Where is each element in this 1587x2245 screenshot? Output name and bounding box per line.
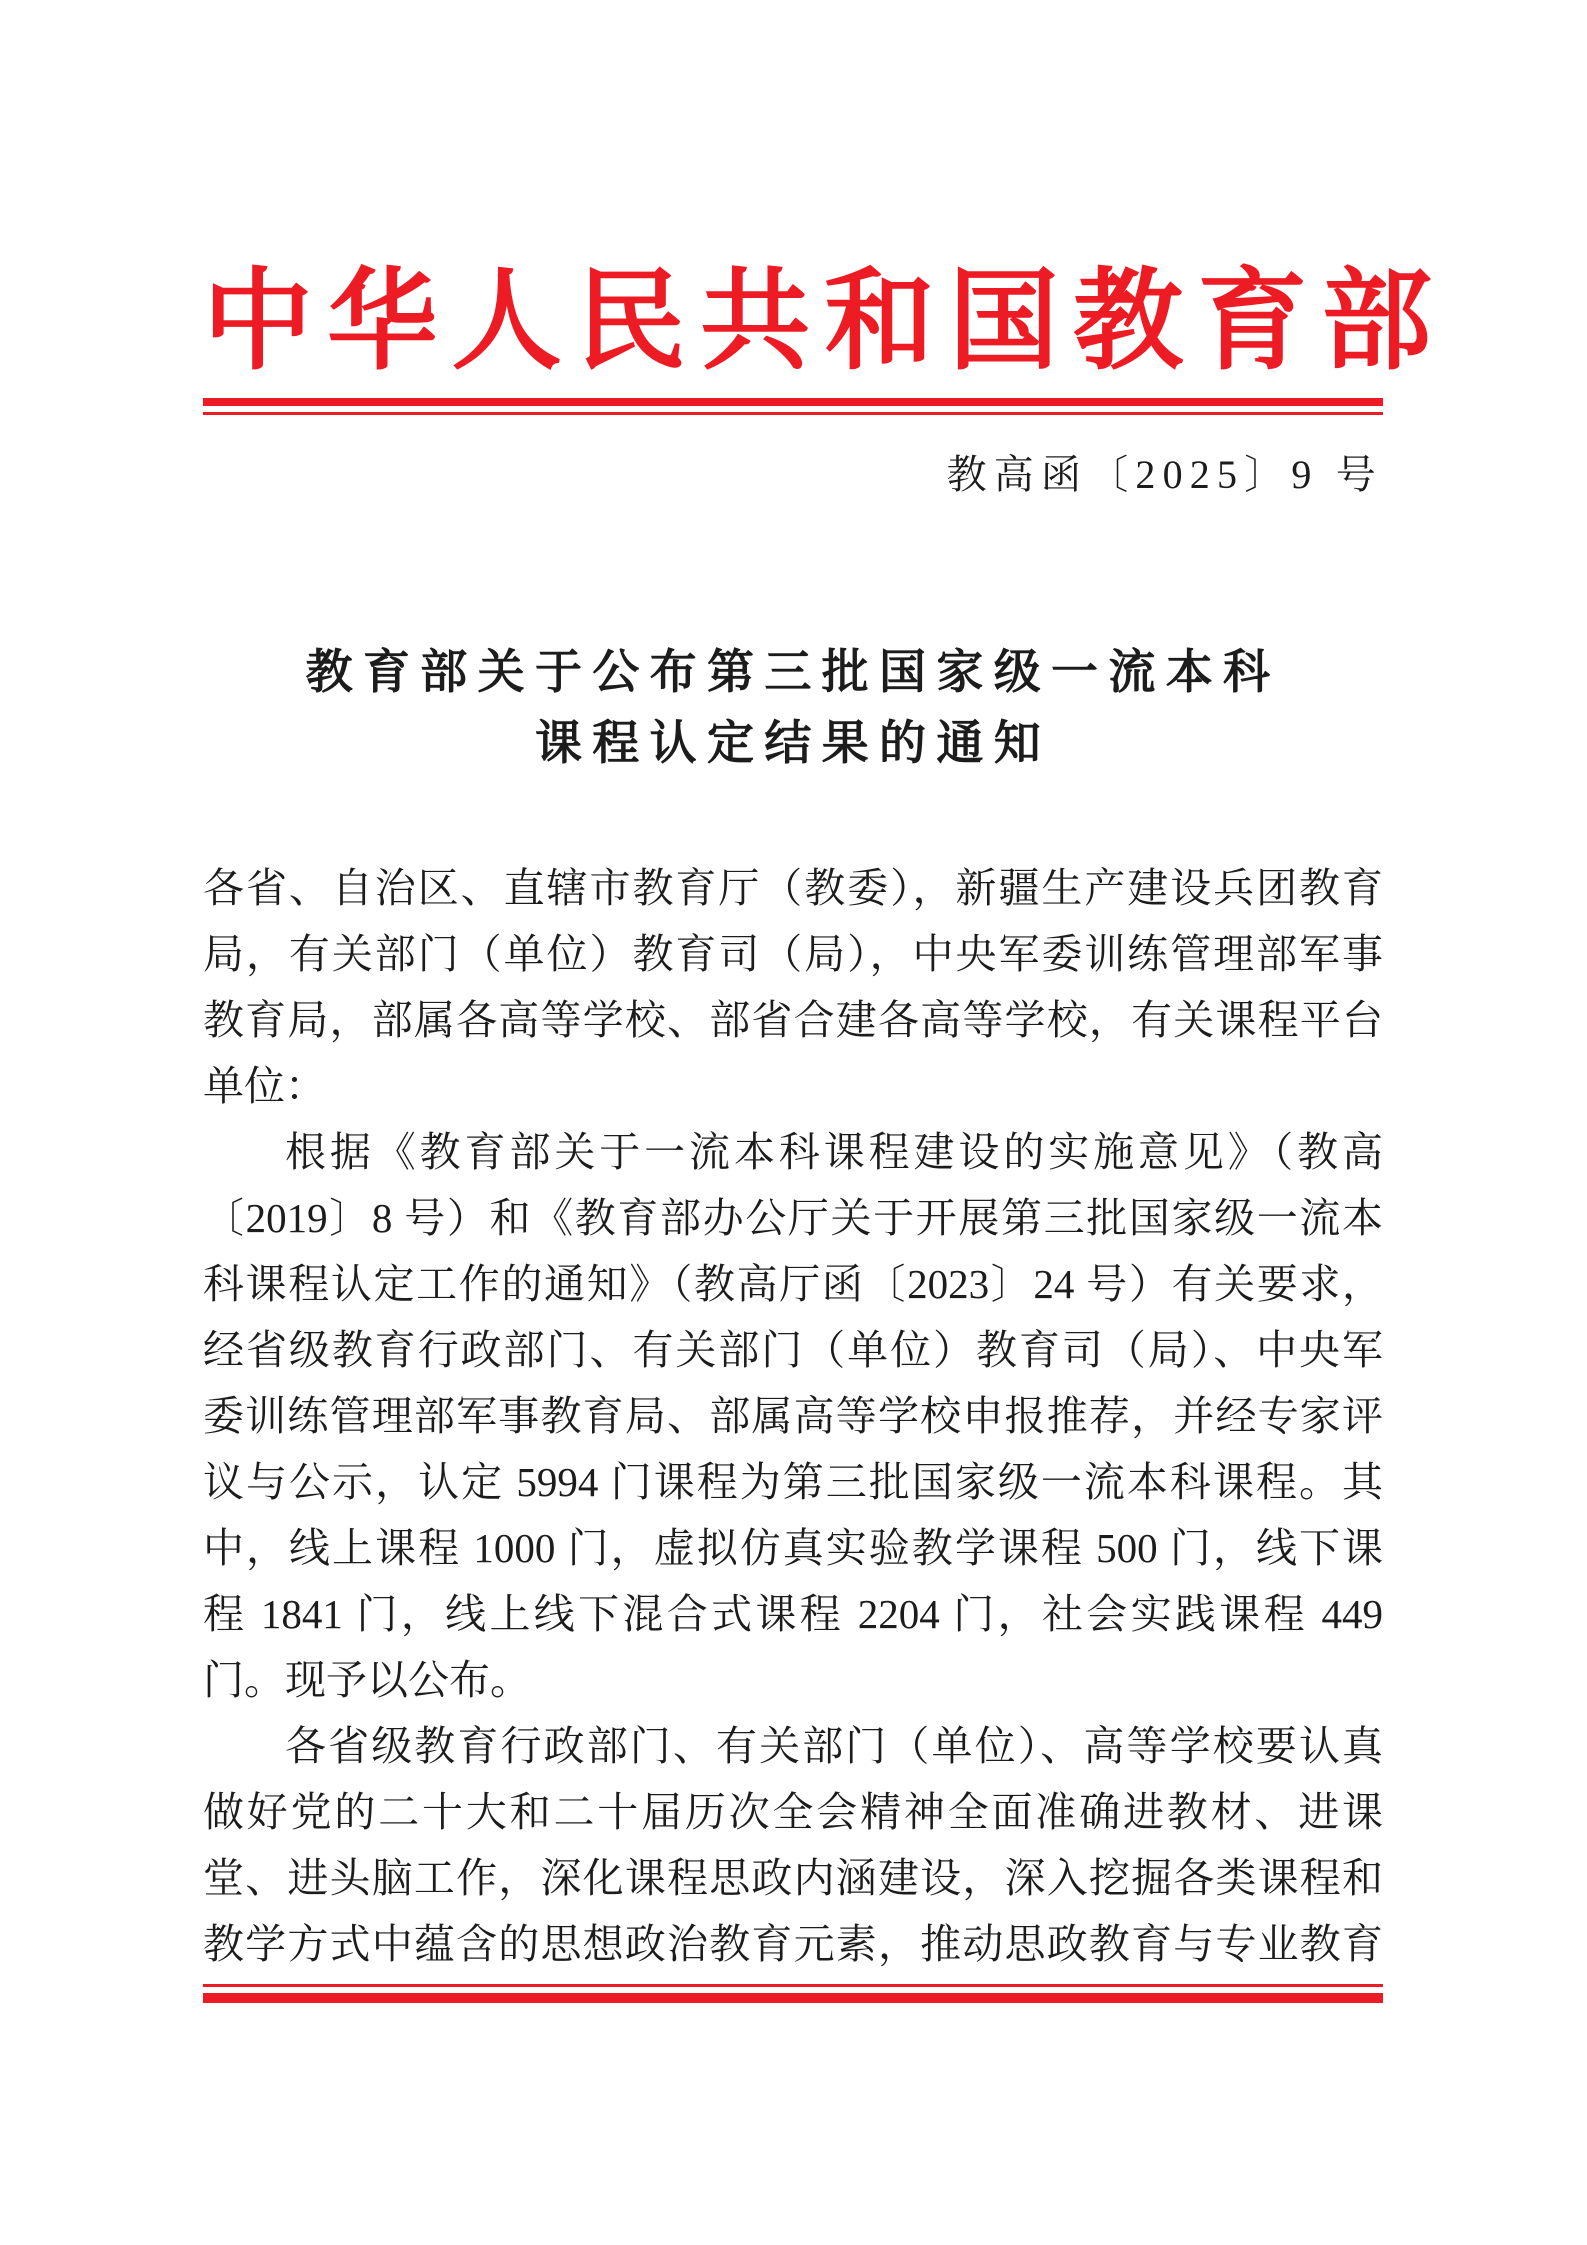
addressee-paragraph [203,855,1383,1119]
document-reference-number: 教高函〔2025〕9 号 [946,452,1383,497]
announcement-paragraph [203,1119,1383,1713]
body-line: 门。现予以公布。 [203,1657,531,1703]
body-line: 议与公示，认定 5994 门课程为第三批国家级一流本科课程。其 [203,1459,1383,1505]
footer-rule-thin [203,1984,1383,1987]
header-rule-thin [203,412,1383,415]
body-line: 单位： [203,1063,326,1109]
requirements-paragraph [203,1713,1383,1977]
notice-title-line-2: 课程认定结果的通知 [534,718,1052,770]
body-line: 各省、自治区、直辖市教育厅（教委），新疆生产建设兵团教育 [203,865,1383,911]
body-line: 做好党的二十大和二十届历次全会精神全面准确进教材、进课 [203,1789,1383,1835]
body-line: 局，有关部门（单位）教育司（局），中央军委训练管理部军事 [203,931,1383,977]
body-line: 〔2019〕8 号）和《教育部办公厅关于开展第三批国家级一流本 [203,1195,1383,1241]
notice-body [203,855,1383,1977]
body-line: 经省级教育行政部门、有关部门（单位）教育司（局）、中央军 [203,1327,1383,1373]
body-line: 堂、进头脑工作，深化课程思政内涵建设，深入挖掘各类课程和 [203,1855,1383,1901]
footer-rule-thick [203,1993,1383,2003]
body-line: 各省级教育行政部门、有关部门（单位）、高等学校要认真 [285,1723,1383,1769]
header-rule-thick [203,398,1383,406]
ministry-masthead-title: 中华人民共和国教育部 [203,261,1446,383]
notice-title-line-1: 教育部关于公布第三批国家级一流本科 [305,647,1281,699]
body-line: 中，线上课程 1000 门，虚拟仿真实验教学课程 500 门，线下课 [203,1525,1383,1571]
body-line: 教学方式中蕴含的思想政治教育元素，推动思政教育与专业教育 [203,1921,1383,1967]
body-line: 程 1841 门，线上线下混合式课程 2204 门，社会实践课程 449 [203,1591,1383,1637]
body-line: 委训练管理部军事教育局、部属高等学校申报推荐，并经专家评 [203,1393,1383,1439]
body-line: 科课程认定工作的通知》（教高厅函〔2023〕24 号）有关要求， [203,1261,1383,1307]
body-line: 教育局，部属各高等学校、部省合建各高等学校，有关课程平台 [203,997,1383,1043]
body-line: 根据《教育部关于一流本科课程建设的实施意见》（教高 [285,1129,1383,1175]
notice-title [203,638,1383,780]
